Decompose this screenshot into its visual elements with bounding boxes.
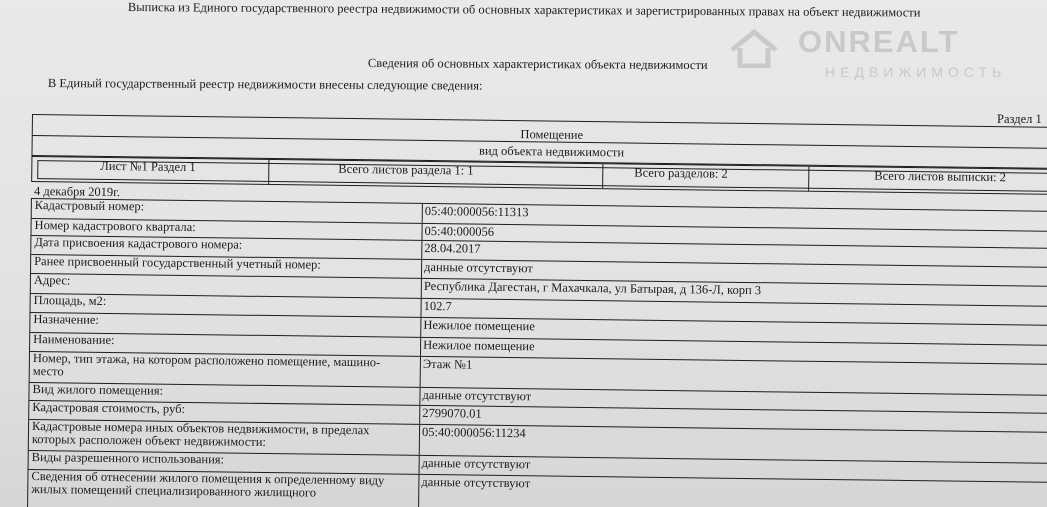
row-value: Нежилое помещение	[423, 337, 535, 354]
column-divider	[422, 204, 423, 223]
row-label: Кадастровый номер:	[34, 198, 145, 214]
section-corner-label: Раздел 1	[997, 112, 1042, 126]
watermark-brand: ONREALT	[798, 24, 960, 59]
row-value: 05:40:000056:11234	[421, 424, 526, 441]
row-value: Этаж №1	[422, 356, 473, 372]
sheet-number: Лист №1 Раздел 1	[100, 158, 196, 175]
property-rows	[27, 198, 1047, 507]
property-table	[27, 114, 1047, 507]
row-value: Нежилое помещение	[423, 317, 535, 334]
row-value: данные отсутствуют	[422, 387, 532, 404]
total-sheets: Всего листов выписки: 2	[874, 168, 1007, 185]
column-divider	[418, 475, 419, 507]
row-value: 05:40:000056	[424, 223, 495, 239]
row-value: данные отсутствуют	[421, 455, 531, 472]
object-type: Помещение	[520, 127, 584, 142]
row-value: 05:40:000056:11313	[424, 203, 529, 220]
row-value: данные отсутствуют	[421, 474, 531, 491]
column-divider	[420, 357, 421, 387]
row-value: 102.7	[423, 298, 452, 314]
row-label: Наименование:	[33, 332, 115, 348]
row-value: 2799070.01	[422, 405, 482, 421]
column-divider	[419, 388, 420, 405]
row-label: Дата присвоения кадастрового номера:	[34, 235, 243, 252]
row-label: Кадастровая стоимость, руб:	[32, 400, 186, 416]
row-value: 28.04.2017	[424, 240, 481, 256]
document-header-title: Выписка из Единого государственного реестра недвижимости об основных характеристиках и зарегистрированных правах на объект недвижимости	[127, 0, 921, 20]
column-divider	[419, 406, 420, 424]
column-divider	[420, 299, 421, 317]
row-label: Сведения об отнесении жилого помещения к определенному виду жилых помещений специализированного жилищного	[31, 469, 385, 500]
column-divider	[419, 456, 420, 474]
column-divider	[421, 260, 422, 278]
total-sections: Всего разделов: 2	[634, 165, 728, 181]
intro-text: В Единый государственный реестр недвижимости внесены следующие сведения:	[47, 76, 483, 93]
row-label: Кадастровые номера иных объектов недвижимости, в пределах которых расположен объект недвижимости:	[31, 419, 370, 449]
column-divider	[421, 224, 422, 240]
row-label: Ранее присвоенный государственный учетный номер:	[34, 254, 321, 272]
object-type-caption: вид объекта недвижимости	[478, 143, 625, 160]
column-divider	[421, 241, 422, 259]
row-label: Номер, тип этажа, на котором расположено помещение, машино-место	[32, 351, 381, 379]
row-label: Виды разрешенного использования:	[31, 450, 225, 467]
extract-date: 4 декабря 2019г.	[33, 184, 121, 200]
row-label: Адрес:	[33, 273, 71, 288]
column-divider	[421, 279, 422, 298]
section-subtitle: Сведения об основных характеристиках объекта недвижимости	[367, 56, 708, 73]
row-label: Назначение:	[33, 312, 100, 327]
house-logo-icon	[728, 28, 780, 68]
row-label: Номер кадастрового квартала:	[34, 218, 196, 235]
row-value: Республика Дагестан, г Махачкала, ул Батырая, д 136-Л, корп 3	[423, 278, 762, 298]
column-divider	[420, 318, 421, 337]
column-divider	[420, 338, 421, 356]
row-label: Вид жилого помещения:	[32, 382, 164, 398]
row-value: данные отсутствуют	[424, 259, 533, 276]
total-sheets-section: Всего листов раздела 1: 1	[338, 161, 474, 178]
watermark-subtitle: НЕДВИЖИМОСТЬ	[825, 64, 1007, 80]
column-divider	[419, 425, 420, 455]
row-label: Площадь, м2:	[33, 293, 107, 308]
